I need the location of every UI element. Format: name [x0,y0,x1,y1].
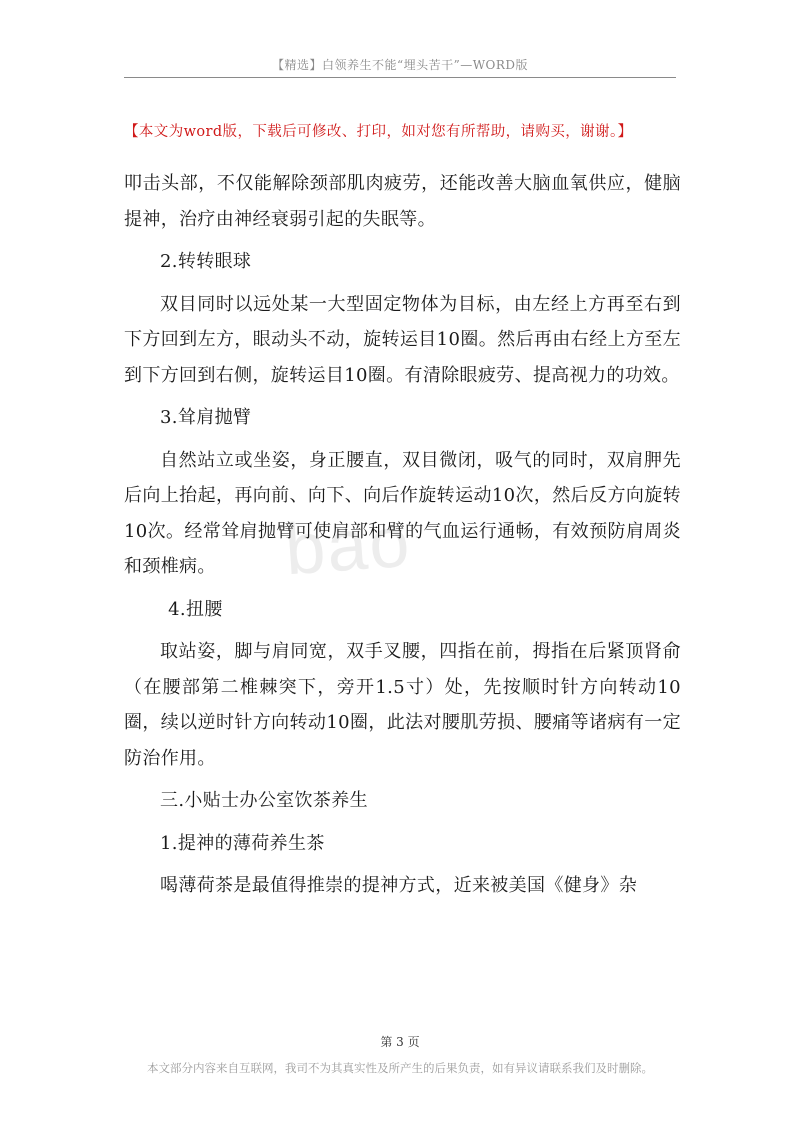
document-header-title: 【精选】白领养生不能“埋头苦干”—WORD版 [271,58,529,72]
heading-office-tea-tips: 三.小贴士办公室饮茶养生 [160,790,368,811]
heading-eye-rotation: 2.转转眼球 [160,251,252,272]
paragraph-head-tapping: 叩击头部，不仅能解除颈部肌肉疲劳，还能改善大脑血氧供应，健脑提神，治疗由神经衰弱引起的失眠等。 [124,173,681,230]
footer-disclaimer: 本文部分内容来自互联网，我司不为其真实性及所产生的后果负责，如有异议请联系我们及时删除。 [147,1061,653,1075]
heading-waist-twist: 4.扭腰 [168,598,223,620]
paragraph-eye-rotation: 双目同时以远处某一大型固定物体为目标，由左经上方再至右到下方回到左方，眼动头不动，旋转运目10圈。然后再由右经上方至左到下方回到右侧，旋转运目10圈。有清除眼疲劳、提高视力的功效。 [124,293,681,386]
download-notice: 【本文为word版，下载后可修改、打印，如对您有所帮助，请购买，谢谢。】 [124,124,633,140]
paragraph-mint-tea: 喝薄荷茶是最值得推崇的提神方式，近来被美国《健身》杂 [160,875,638,896]
paragraph-waist-twist: 取站姿，脚与肩同宽，双手叉腰，四指在前，拇指在后紧顶肾俞（在腰部第二椎棘突下，旁开1.5寸）处，先按顺时针方向转动10圈，续以逆时针方向转动10圈，此法对腰肌劳损、腰痛等诸病有一定防治作用。 [124,641,681,769]
watermark-text: bao [282,501,414,591]
heading-shoulder-shrug: 3.耸肩抛臂 [160,407,252,428]
header-divider [124,77,676,78]
document-body [124,166,681,911]
page-number: 第 3 页 [380,1035,420,1049]
heading-mint-tea: 1.提神的薄荷养生茶 [160,832,325,854]
paragraph-shoulder-shrug: 自然站立或坐姿，身正腰直，双目微闭，吸气的同时，双肩胛先后向上抬起，再向前、向下、向后作旋转运动10次，然后反方向旋转10次。经常耸肩抛臂可使肩部和臂的气血运行通畅，有效预防肩周炎和颈椎病。 [124,449,681,577]
